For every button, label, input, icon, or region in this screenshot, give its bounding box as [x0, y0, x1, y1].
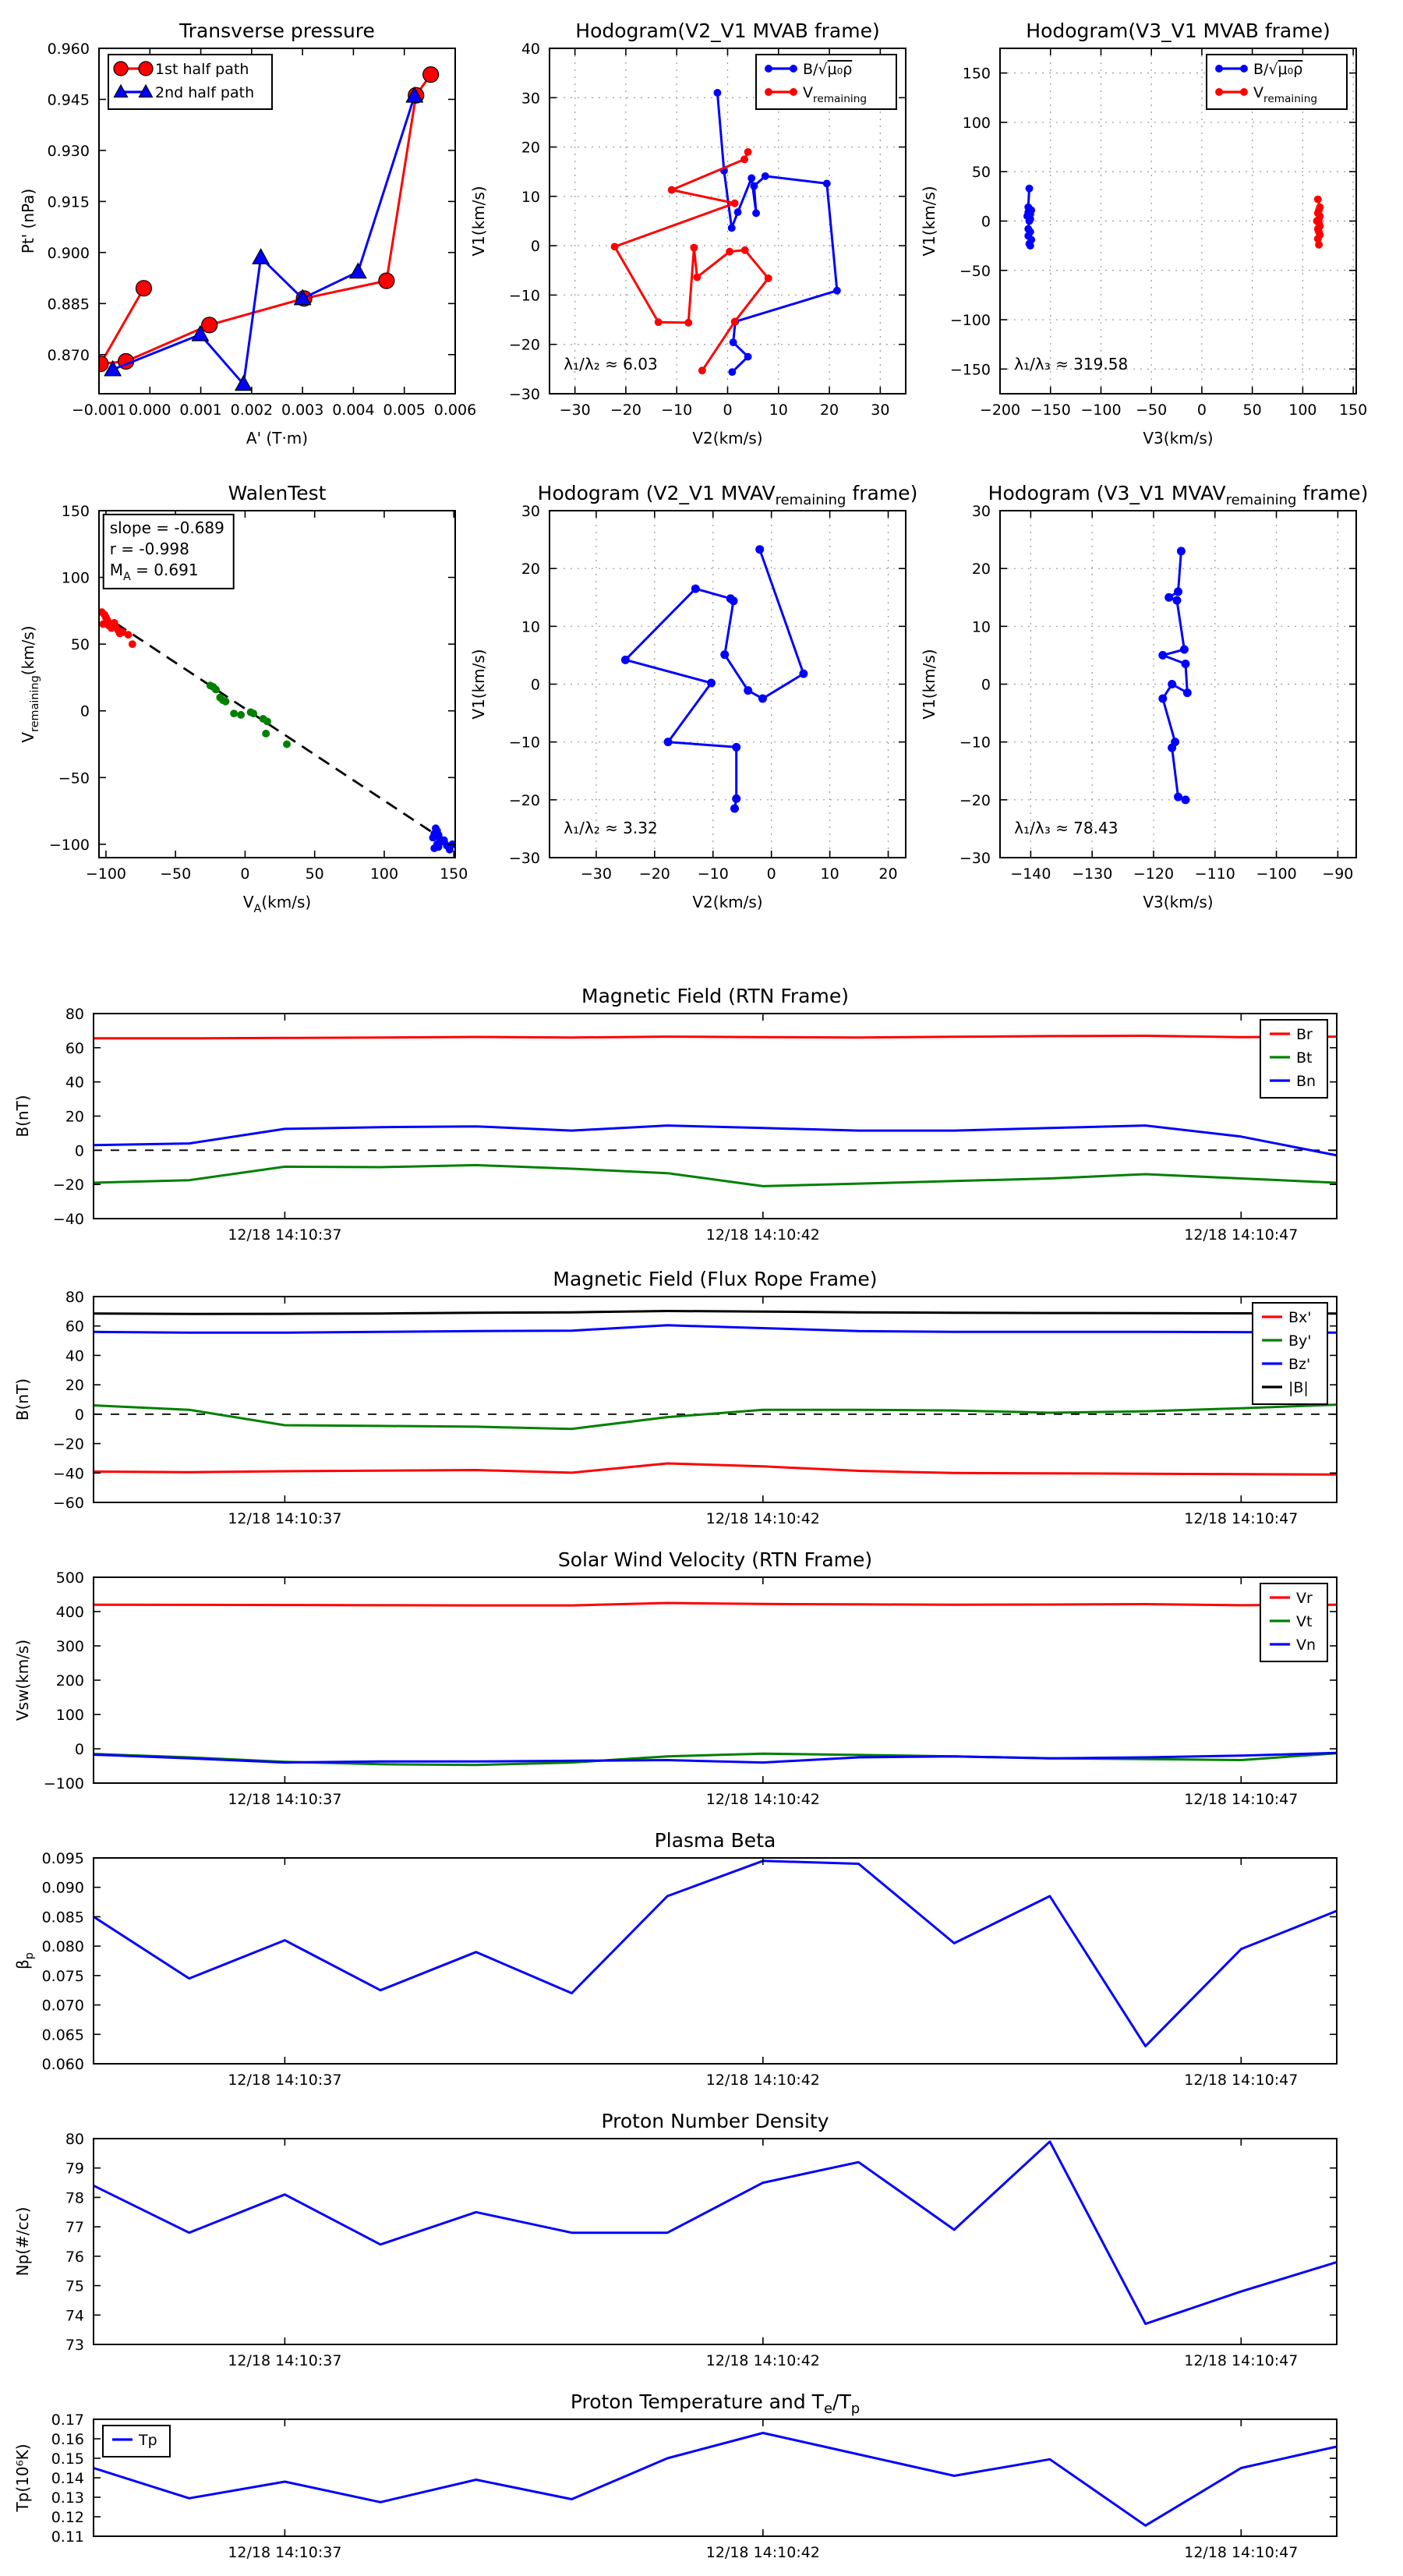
x-axis-label: A' (T·m) [246, 429, 309, 448]
marker [1183, 688, 1192, 697]
x-tick-label: 10 [769, 402, 788, 419]
y-tick-label: 80 [65, 2131, 84, 2148]
legend-label: Bt [1296, 1049, 1313, 1067]
marker [136, 281, 151, 296]
y-tick-label: −10 [959, 734, 991, 752]
y-tick-label: 400 [55, 1604, 84, 1621]
y-axis-label: V1(km/s) [920, 186, 938, 257]
x-axis-label: V3(km/s) [1143, 429, 1214, 448]
y-tick-label: 0 [981, 676, 991, 694]
x-tick-label: 100 [369, 865, 399, 883]
marker [249, 709, 257, 717]
legend-label: $V_{remaining}$ [1253, 84, 1318, 105]
y-tick-label: 10 [521, 188, 540, 206]
chart-title: WalenTest [228, 482, 327, 504]
y-tick-label: 0.085 [41, 1909, 84, 1927]
marker [726, 248, 733, 256]
y-tick-label: 73 [65, 2337, 84, 2354]
y-tick-label: 0.075 [41, 1967, 84, 1985]
y-tick-label: 20 [971, 561, 991, 579]
marker [1240, 65, 1248, 73]
x-tick-label: −10 [661, 402, 693, 419]
marker [1174, 587, 1182, 596]
chart-title: Hodogram(V2_V1 MVAB frame) [575, 19, 880, 42]
y-tick-label: −10 [508, 287, 540, 305]
y-tick-label: 30 [971, 503, 991, 520]
x-tick-label: −30 [580, 865, 612, 883]
y-axis-label: Vsw(km/s) [13, 1639, 32, 1721]
y-tick-label: 0.15 [51, 2450, 84, 2468]
y-tick-label: 40 [65, 1347, 84, 1365]
x-tick-label: 0.006 [433, 402, 477, 419]
x-tick-label: 12/18 14:10:47 [1184, 1510, 1299, 1527]
marker [1168, 680, 1176, 688]
x-axis-label: V3(km/s) [1143, 893, 1214, 911]
marker [765, 88, 772, 96]
y-tick-label: 0.060 [41, 2056, 84, 2073]
x-tick-label: −100 [1080, 402, 1122, 419]
x-tick-label: 12/18 14:10:37 [228, 2544, 342, 2561]
chart-title: Hodogram (V3_V1 $MVAV_{remaining}$ frame) [988, 482, 1369, 508]
x-tick-label: 20 [819, 402, 839, 419]
marker [114, 62, 128, 76]
x-tick-label: 150 [1338, 402, 1368, 419]
x-tick-label: −100 [85, 865, 127, 883]
x-tick-label: 100 [1288, 402, 1317, 419]
x-tick-label: 12/18 14:10:47 [1184, 2352, 1299, 2369]
marker [698, 366, 706, 374]
marker [202, 317, 217, 333]
y-axis-label: B(nT) [13, 1095, 32, 1138]
annotation-text: λ₁/λ₂ ≈ 3.32 [564, 818, 658, 837]
legend-label: Tp [139, 2432, 157, 2449]
marker [655, 318, 663, 326]
y-tick-label: 40 [65, 1074, 84, 1092]
marker [693, 274, 701, 281]
y-tick-label: 0 [74, 1406, 84, 1424]
x-tick-label: −50 [160, 865, 192, 883]
x-tick-label: 0.002 [230, 402, 274, 419]
legend-label: |B| [1288, 1379, 1309, 1396]
marker [691, 585, 700, 593]
y-tick-label: 0.070 [41, 1997, 84, 2015]
marker [707, 679, 716, 688]
marker [752, 209, 760, 217]
marker [762, 172, 769, 180]
y-tick-label: −50 [959, 262, 991, 280]
marker [1240, 88, 1248, 96]
legend [108, 55, 272, 109]
y-tick-label: 200 [55, 1672, 84, 1690]
marker [664, 738, 673, 746]
marker [1181, 795, 1189, 804]
y-tick-label: 30 [521, 90, 540, 108]
marker [728, 368, 736, 376]
marker [765, 274, 772, 282]
marker [621, 656, 630, 664]
marker [1172, 596, 1181, 604]
marker [744, 148, 752, 156]
x-tick-label: 12/18 14:10:42 [705, 2072, 820, 2089]
marker [730, 804, 739, 812]
y-tick-label: 0 [981, 213, 991, 231]
chart-title: Transverse pressure [179, 19, 375, 42]
marker [1215, 88, 1223, 96]
y-tick-label: −60 [52, 1495, 84, 1512]
x-tick-label: 0.004 [332, 402, 375, 419]
y-tick-label: 150 [61, 503, 90, 520]
marker [732, 743, 740, 752]
y-tick-label: 20 [521, 561, 540, 579]
marker [734, 208, 742, 216]
x-tick-label: 12/18 14:10:42 [705, 1791, 820, 1808]
x-tick-label: 0.000 [129, 402, 171, 419]
y-tick-label: 0.960 [47, 41, 90, 58]
x-tick-label: 12/18 14:10:47 [1184, 1791, 1299, 1808]
x-tick-label: −200 [979, 402, 1021, 419]
marker [790, 65, 797, 73]
marker [212, 685, 220, 693]
x-tick-label: 0.003 [281, 402, 324, 419]
y-axis-label: B(nT) [13, 1378, 32, 1421]
marker [750, 182, 758, 190]
y-tick-label: −20 [52, 1177, 84, 1194]
legend [756, 55, 896, 109]
x-tick-label: −50 [1136, 402, 1168, 419]
annotation-text: λ₁/λ₃ ≈ 319.58 [1014, 355, 1129, 374]
y-tick-label: 0.900 [47, 244, 90, 262]
y-axis-label: Np(#/cc) [13, 2206, 32, 2277]
x-tick-label: 0 [240, 865, 250, 883]
legend-label: 1st half path [155, 61, 249, 78]
marker [283, 741, 291, 748]
y-tick-label: 0 [530, 676, 540, 694]
y-tick-label: −20 [508, 791, 540, 809]
marker [713, 89, 721, 97]
x-axis-label: V2(km/s) [692, 429, 763, 448]
chart-title: Magnetic Field (Flux Rope Frame) [553, 1268, 878, 1290]
y-tick-label: 0.090 [41, 1879, 84, 1897]
marker [833, 287, 841, 295]
marker [726, 594, 735, 603]
y-tick-label: 10 [971, 618, 991, 636]
chart-title: Solar Wind Velocity (RTN Frame) [557, 1548, 873, 1571]
y-tick-label: 0 [74, 1741, 84, 1758]
y-tick-label: 0.870 [47, 346, 90, 364]
x-tick-label: −100 [1256, 865, 1297, 883]
marker [1158, 695, 1167, 703]
y-tick-label: 10 [521, 618, 540, 636]
y-tick-label: 0.12 [51, 2509, 84, 2526]
marker [125, 631, 133, 639]
x-tick-label: −130 [1072, 865, 1113, 883]
y-tick-label: 77 [65, 2219, 84, 2237]
x-tick-label: 12/18 14:10:47 [1184, 2544, 1299, 2561]
marker [668, 186, 676, 194]
annotation-text: λ₁/λ₂ ≈ 6.03 [564, 355, 658, 374]
y-tick-label: 40 [521, 41, 540, 58]
marker [423, 67, 439, 83]
marker [747, 174, 755, 182]
legend-label: 2nd half path [155, 84, 255, 101]
marker [731, 318, 739, 326]
marker [1315, 241, 1323, 249]
marker [720, 650, 729, 659]
marker [1181, 660, 1189, 668]
marker [129, 640, 136, 648]
y-tick-label: 0.945 [47, 91, 90, 109]
y-tick-label: 100 [55, 1707, 84, 1724]
y-tick-label: −20 [959, 791, 991, 809]
legend-box [103, 2426, 170, 2457]
x-tick-label: 12/18 14:10:47 [1184, 1226, 1299, 1244]
x-tick-label: −120 [1133, 865, 1175, 883]
marker [262, 730, 270, 738]
legend [1207, 55, 1347, 109]
x-axis-label: V2(km/s) [692, 893, 763, 911]
y-tick-label: 50 [70, 636, 90, 654]
chart-title: Magnetic Field (RTN Frame) [581, 985, 849, 1007]
x-tick-label: 12/18 14:10:37 [228, 1510, 342, 1527]
marker [684, 319, 692, 327]
x-tick-label: −140 [1010, 865, 1051, 883]
legend [1253, 1303, 1327, 1404]
marker [230, 709, 238, 717]
legend [103, 2426, 170, 2457]
legend-label: Bx' [1288, 1309, 1312, 1326]
marker [611, 242, 619, 250]
x-tick-label: −10 [697, 865, 729, 883]
marker [790, 88, 797, 96]
y-tick-label: 78 [65, 2189, 84, 2207]
marker [744, 353, 752, 361]
legend-box [1260, 1583, 1327, 1661]
legend [1260, 1020, 1327, 1098]
marker [263, 717, 271, 725]
marker [741, 246, 749, 254]
y-tick-label: −40 [52, 1211, 84, 1228]
marker [690, 244, 698, 252]
y-tick-label: 0 [530, 238, 540, 256]
x-tick-label: 10 [820, 865, 839, 883]
x-tick-label: −30 [559, 402, 591, 419]
marker [731, 200, 739, 207]
y-tick-label: 0.915 [47, 193, 90, 211]
chart-title: Proton Number Density [601, 2110, 829, 2132]
x-tick-label: 0 [723, 402, 733, 419]
x-tick-label: 30 [871, 402, 890, 419]
x-tick-label: 12/18 14:10:37 [228, 2352, 342, 2369]
y-tick-label: 0.13 [51, 2489, 84, 2507]
marker [799, 670, 808, 678]
y-tick-label: −30 [959, 850, 991, 867]
x-tick-label: 50 [1242, 402, 1262, 419]
marker [1026, 218, 1034, 225]
legend-label: Vr [1296, 1590, 1313, 1607]
marker [139, 62, 153, 76]
y-tick-label: −10 [508, 734, 540, 752]
marker [1174, 793, 1182, 801]
y-axis-label: $V_{remaining}(km/s)$ [19, 625, 41, 743]
marker [740, 155, 748, 163]
x-tick-label: −20 [610, 402, 641, 419]
legend-label: $V_{remaining}$ [803, 84, 868, 105]
marker [379, 273, 394, 288]
y-axis-label: $\beta_p$ [13, 1952, 36, 1969]
x-tick-label: −20 [638, 865, 670, 883]
y-tick-label: −100 [43, 1775, 84, 1792]
legend-label: Bn [1296, 1073, 1316, 1090]
legend-label: Vn [1296, 1637, 1316, 1654]
y-axis-label: Tp(10⁶K) [13, 2443, 32, 2512]
y-tick-label: −50 [58, 770, 90, 787]
y-tick-label: 0.11 [51, 2528, 84, 2546]
x-tick-label: −0.001 [71, 402, 127, 419]
marker [237, 711, 245, 719]
y-axis-label: Pt' (nPa) [19, 188, 37, 254]
y-axis-label: V1(km/s) [920, 649, 938, 720]
marker [755, 545, 764, 554]
marker [1164, 593, 1173, 602]
legend-label: By' [1288, 1332, 1312, 1350]
x-axis-label: $V_A(km/s)$ [242, 893, 312, 915]
x-tick-label: 20 [878, 865, 898, 883]
y-tick-label: 60 [65, 1318, 84, 1336]
y-tick-label: 500 [55, 1569, 84, 1587]
y-tick-label: −150 [949, 361, 991, 379]
x-tick-label: −110 [1194, 865, 1235, 883]
x-tick-label: 12/18 14:10:42 [705, 2544, 820, 2561]
chart-title: Plasma Beta [654, 1829, 776, 1852]
x-tick-label: 12/18 14:10:42 [705, 1226, 820, 1244]
x-tick-label: 12/18 14:10:37 [228, 1226, 342, 1244]
x-tick-label: 50 [305, 865, 324, 883]
y-tick-label: 80 [65, 1006, 84, 1023]
y-tick-label: 0.14 [51, 2470, 84, 2487]
y-tick-label: 20 [65, 1377, 84, 1395]
y-tick-label: 0.885 [47, 295, 90, 313]
chart-title: Hodogram (V2_V1 $MVAV_{remaining}$ frame) [537, 482, 918, 508]
y-tick-label: −100 [48, 836, 90, 854]
marker [744, 686, 752, 695]
y-axis-label: V1(km/s) [469, 186, 488, 257]
legend-label: Vt [1296, 1613, 1313, 1630]
y-tick-label: 0.930 [47, 142, 90, 160]
annotation-text: λ₁/λ₃ ≈ 78.43 [1014, 818, 1119, 837]
x-tick-label: 0.005 [383, 402, 426, 419]
legend-box [1260, 1020, 1327, 1098]
y-tick-label: 74 [65, 2307, 84, 2325]
y-tick-label: 20 [521, 139, 540, 157]
y-tick-label: 0.17 [51, 2411, 84, 2429]
marker [728, 224, 736, 232]
y-tick-label: 0.080 [41, 1938, 84, 1956]
y-tick-label: 100 [61, 569, 90, 587]
y-tick-label: 50 [971, 164, 991, 182]
y-tick-label: 150 [962, 65, 991, 83]
chart-title: Hodogram(V3_V1 MVAB frame) [1026, 19, 1331, 42]
y-tick-label: −40 [52, 1465, 84, 1483]
legend-label: Bz' [1288, 1356, 1311, 1373]
x-tick-label: −150 [1030, 402, 1071, 419]
y-tick-label: 300 [55, 1638, 84, 1655]
marker [823, 179, 831, 187]
y-tick-label: 0.16 [51, 2431, 84, 2448]
x-tick-label: 150 [440, 865, 468, 883]
marker [732, 794, 740, 803]
y-tick-label: 0.065 [41, 2026, 84, 2044]
y-tick-label: 30 [521, 503, 540, 520]
x-tick-label: 12/18 14:10:37 [228, 1791, 342, 1808]
y-tick-label: 75 [65, 2277, 84, 2295]
y-tick-label: 0 [74, 1142, 84, 1160]
legend-label: B/√μ₀ρ [1253, 61, 1303, 78]
marker [1026, 185, 1034, 193]
marker [1168, 744, 1176, 752]
marker [1215, 65, 1223, 73]
marker [758, 695, 767, 703]
y-axis-label: V1(km/s) [469, 649, 488, 720]
chart-title: Proton Temperature and $T_e/T_p$ [570, 2390, 861, 2417]
y-tick-label: −20 [52, 1435, 84, 1453]
y-tick-label: −100 [949, 312, 991, 330]
x-tick-label: 0 [1196, 402, 1207, 419]
y-tick-label: 100 [962, 114, 991, 132]
legend-label: B/√μ₀ρ [803, 61, 853, 78]
y-tick-label: 0 [80, 702, 90, 720]
y-tick-label: 0.095 [41, 1850, 84, 1867]
marker [1027, 242, 1034, 249]
marker [730, 338, 737, 346]
legend [1260, 1583, 1327, 1661]
marker [1180, 646, 1189, 654]
annotation-text: r = -0.998 [109, 539, 189, 558]
marker [1177, 547, 1186, 555]
marker [1158, 651, 1167, 660]
x-tick-label: 0 [766, 865, 776, 883]
y-tick-label: −30 [508, 386, 540, 403]
y-tick-label: −30 [508, 850, 540, 867]
marker [221, 698, 229, 706]
x-tick-label: −90 [1322, 865, 1354, 883]
legend-label: Br [1296, 1026, 1313, 1043]
y-tick-label: 79 [65, 2160, 84, 2178]
x-tick-label: 12/18 14:10:37 [228, 2072, 342, 2089]
annotation-text: $M_A = 0.691$ [109, 560, 199, 583]
x-tick-label: 12/18 14:10:42 [705, 1510, 820, 1527]
y-tick-label: 60 [65, 1039, 84, 1057]
annotation-text: slope = -0.689 [109, 518, 224, 537]
x-tick-label: 0.001 [179, 402, 222, 419]
marker [1314, 196, 1322, 203]
y-tick-label: 76 [65, 2248, 84, 2266]
y-tick-label: −20 [508, 336, 540, 354]
x-tick-label: 12/18 14:10:42 [705, 2352, 820, 2369]
x-tick-label: 12/18 14:10:47 [1184, 2072, 1299, 2089]
marker [765, 65, 772, 73]
y-tick-label: 20 [65, 1108, 84, 1126]
y-tick-label: 80 [65, 1289, 84, 1306]
